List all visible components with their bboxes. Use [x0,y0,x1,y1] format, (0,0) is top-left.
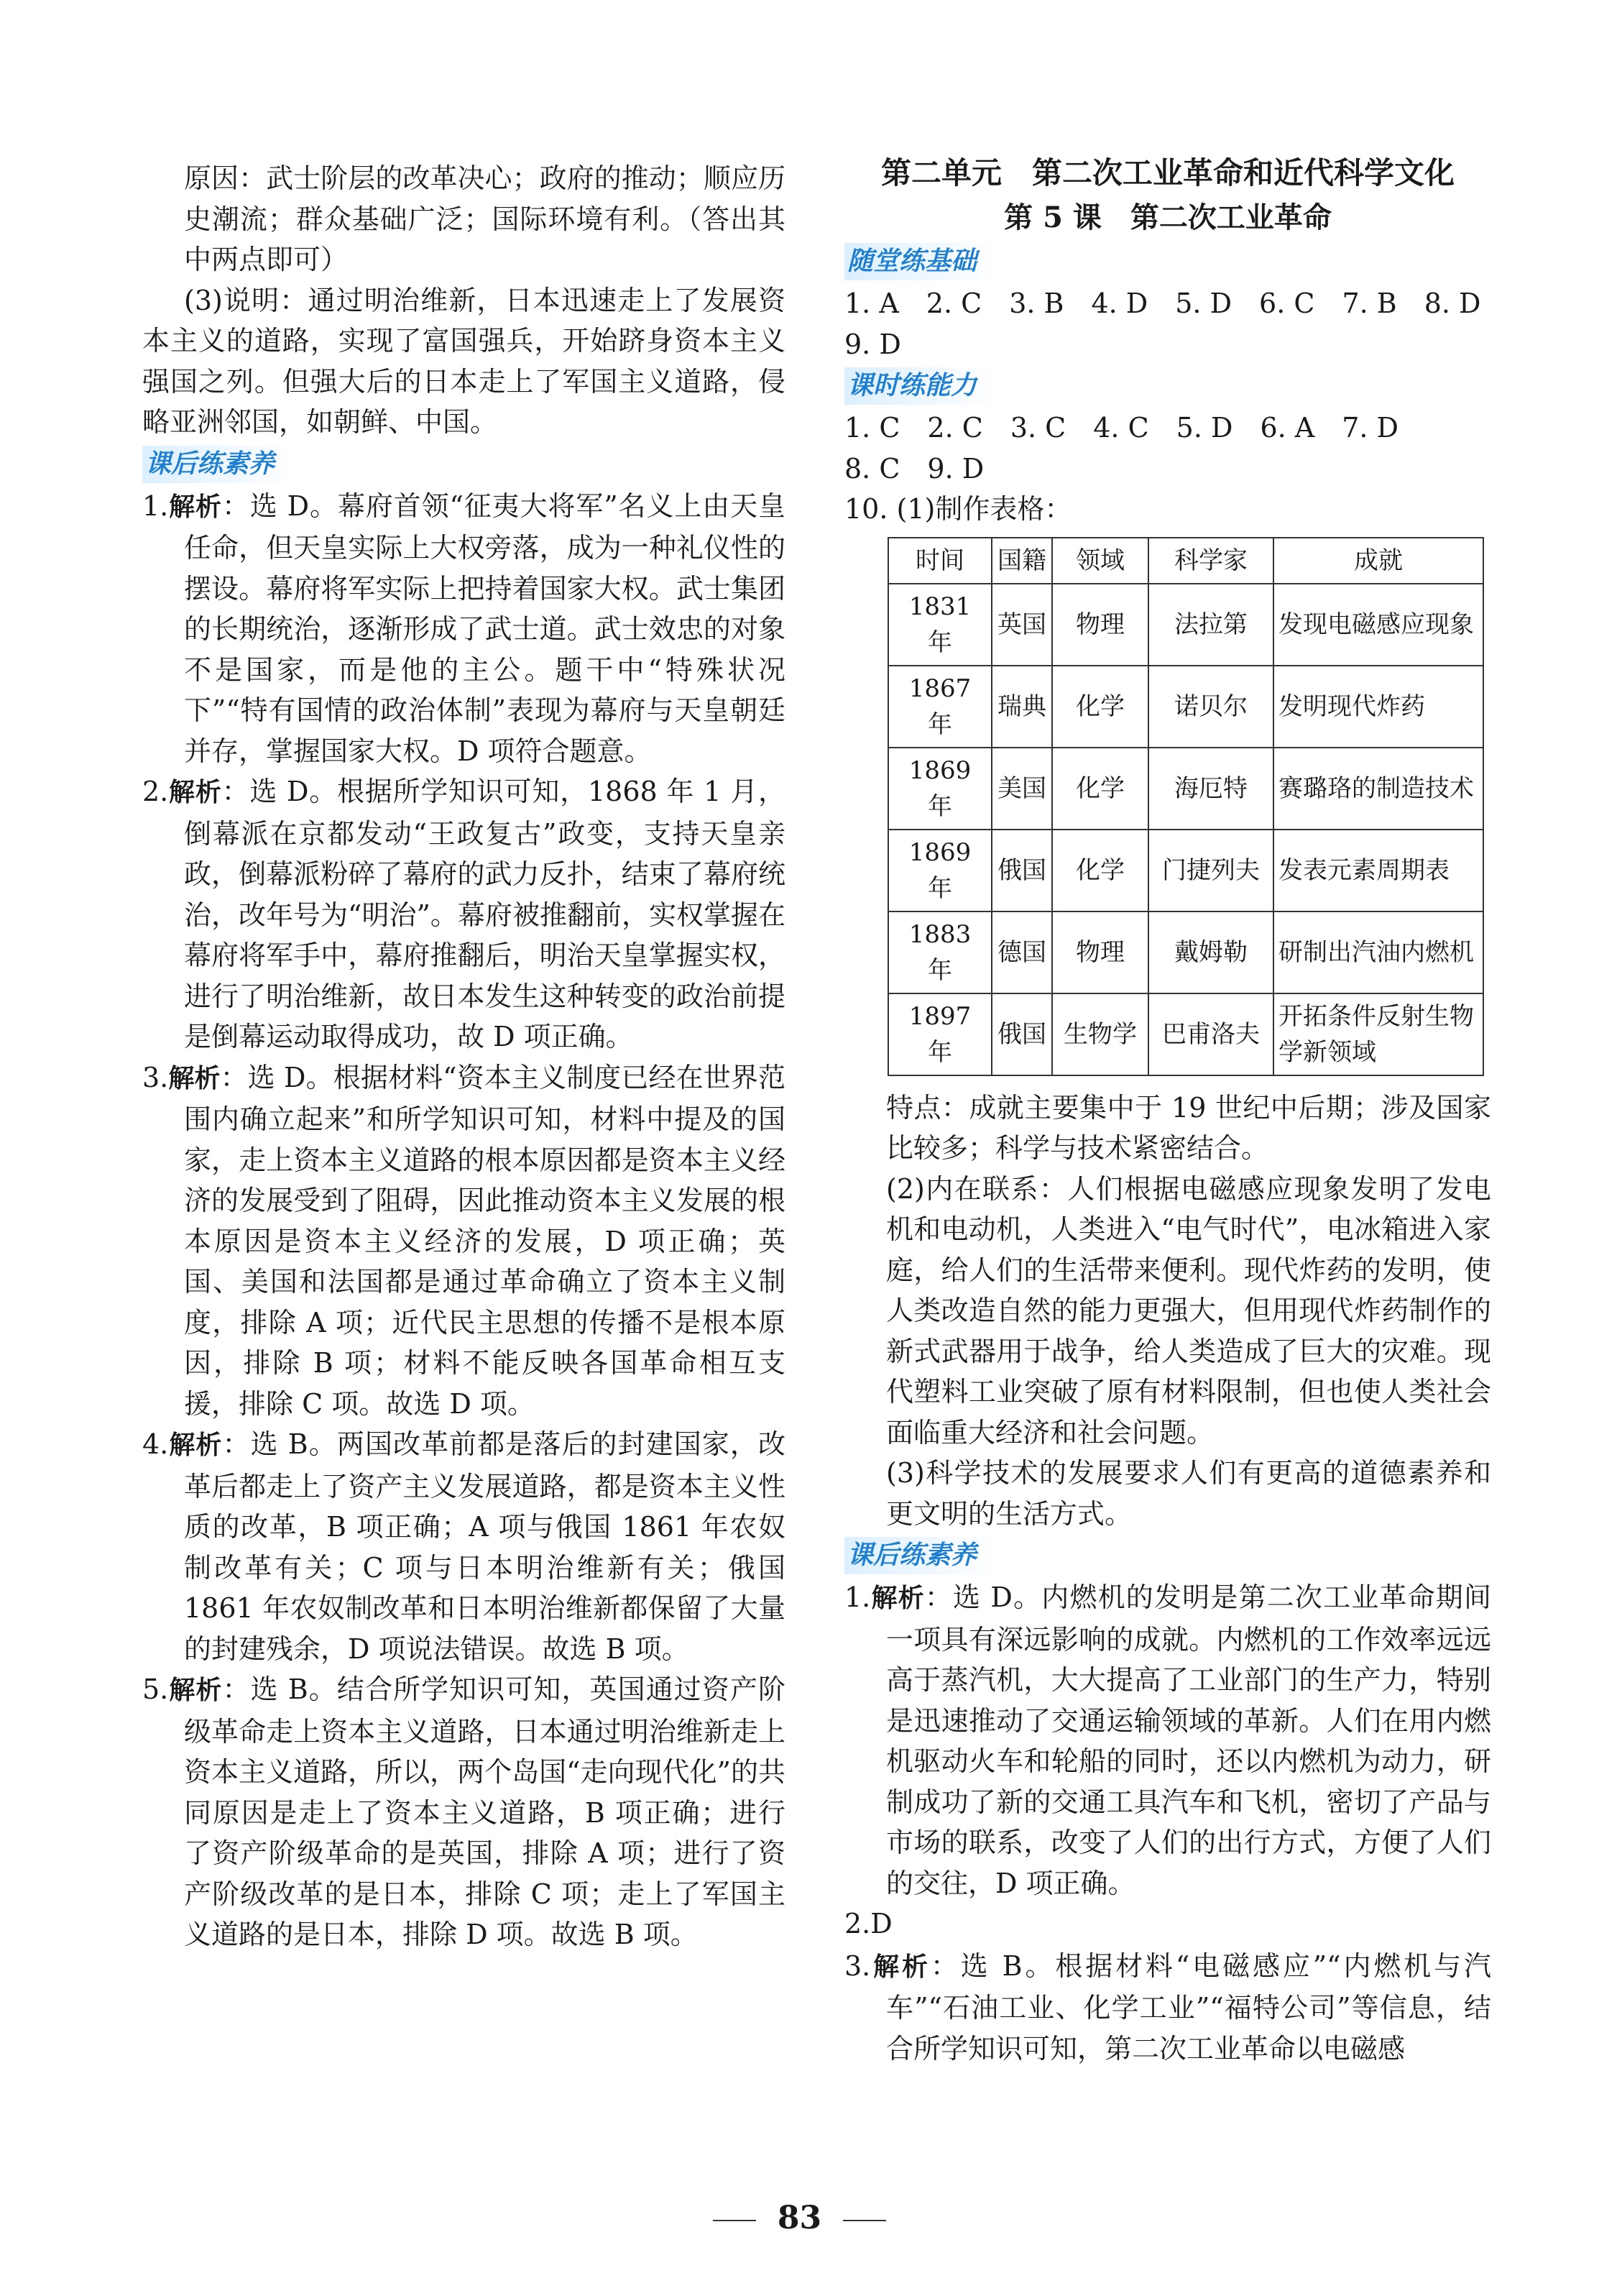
table-cell: 1869 年 [888,748,992,830]
table-row [888,666,1483,748]
section-title: 课时练能力 [844,367,998,405]
section-title: 课后练素养 [142,446,296,483]
table-cell: 发表元素周期表 [1273,830,1483,911]
footer-rule [843,2220,886,2221]
table-header: 时间 [888,538,992,584]
footer-rule [713,2220,756,2221]
table-row [888,584,1483,666]
lesson-title: 第 5 课 第二次工业革命 [1004,201,1332,234]
page-number: 83 [777,2200,822,2236]
section-title: 随堂练基础 [844,243,998,280]
table-cell: 海厄特 [1148,748,1273,830]
table-row [888,911,1483,993]
right-column [844,155,1491,2069]
feature-text: 特点：成就主要集中于 19 世纪中后期；涉及国家比较多；科学与技术紧密结合。 [886,1091,1491,1164]
table-cell: 诺贝尔 [1148,666,1273,748]
answer-line: 1. C 2. C 3. C 4. C 5. D 6. A 7. D [844,412,1399,444]
answer-item: 3.解析：选 B。根据材料“电磁感应”“内燃机与汽车”“石油工业、化学工业”“福特公司”等信息，结合所学知识可知，第二次工业革命以电磁感 [844,1950,1491,2065]
table-header: 国籍 [992,538,1052,584]
section-title: 课后练素养 [844,1537,998,1574]
answer-line: 8. C 9. D [844,452,985,485]
table-cell: 1867 年 [888,666,992,748]
table-cell: 1869 年 [888,830,992,911]
table-row [888,993,1483,1075]
table-cell: 瑞典 [992,666,1052,748]
table-header: 领域 [1052,538,1148,584]
table-cell: 开拓条件反射生物学新领域 [1273,993,1483,1075]
table-cell: 物理 [1052,584,1148,666]
continuation-text: (3)说明：通过明治维新，日本迅速走上了发展资本主义的道路，实现了富国强兵，开始跻身资本主义强国之列。但强大后的日本走上了军国主义道路，侵略亚洲邻国，如朝鲜、中国。 [142,284,785,438]
table-cell: 美国 [992,748,1052,830]
answer-item: 2.D [844,1908,893,1939]
scientists-table [888,537,1484,1076]
table-cell: 俄国 [992,993,1052,1075]
answer-item: 5.解析：选 B。结合所学知识可知，英国通过资产阶级革命走上资本主义道路，日本通过明治维新走上资本主义道路，所以，两个岛国“走向现代化”的共同原因是走上了资本主义道路，B 项正确；进行了资产阶级革命的是英国，排除 A 项；进行了资产阶级改革的是日本，排除 C 项；走上了军国主义道路的是日本，排除 D 项。故选 B 项。 [142,1673,785,1950]
table-cell: 赛璐珞的制造技术 [1273,748,1483,830]
answer-item: 1.解析：选 D。内燃机的发明是第二次工业革命期间一项具有深远影响的成就。内燃机的工作效率远远高于蒸汽机，大大提高了工业部门的生产力，特别是迅速推动了交通运输领域的革新。人们在用内燃机驱动火车和轮船的同时，还以内燃机为动力，研制成功了新的交通工具汽车和飞机，密切了产品与市场的联系，改变了人们的出行方式，方便了人们的交往，D 项正确。 [844,1581,1491,1899]
answer-item: 2.解析：选 D。根据所学知识可知，1868 年 1 月，倒幕派在京都发动“王政复古”政变，支持天皇亲政，倒幕派粉碎了幕府的武力反扑，结束了幕府统治，改年号为“明治”。幕府被推翻前，实权掌握在幕府将军手中，幕府推翻后，明治天皇掌握实权，进行了明治维新，故日本发生这种转变的政治前提是倒幕运动取得成功，故 D 项正确。 [142,776,785,1052]
answer-item: 4.解析：选 B。两国改革前都是落后的封建国家，改革后都走上了资产主义发展道路，都是资本主义性质的改革，B 项正确；A 项与俄国 1861 年农奴制改革有关；C 项与日本明治维新有关；俄国 1861 年农奴制改革和日本明治维新都保留了大量的封建残余，D 项说法错误。故选 B 项。 [142,1428,785,1665]
table-cell: 法拉第 [1148,584,1273,666]
table-row [888,830,1483,911]
page-footer [0,2200,1599,2236]
table-cell: 生物学 [1052,993,1148,1075]
unit-title: 第二单元 第二次工业革命和近代科学文化 [880,155,1455,190]
table-cell: 德国 [992,911,1052,993]
table-cell: 化学 [1052,666,1148,748]
answer-line: 1. A 2. C 3. B 4. D 5. D 6. C 7. B 8. D [844,288,1481,319]
table-cell: 发现电磁感应现象 [1273,584,1483,666]
table-header: 成就 [1273,538,1483,584]
answer-item: 1.解析：选 D。幕府首领“征夷大将军”名义上由天皇任命，但天皇实际上大权旁落，成为一种礼仪性的摆设。幕府将军实际上把持着国家大权。武士集团的长期统治，逐渐形成了武士道。武士效忠的对象不是国家，而是他的主公。题干中“特殊状况下”“特有国情的政治体制”表现为幕府与天皇朝廷并存，掌握国家大权。D 项符合题意。 [142,490,785,767]
table-cell: 化学 [1052,830,1148,911]
table-cell: 巴甫洛夫 [1148,993,1273,1075]
table-row [888,748,1483,830]
answer-item: 3.解析：选 D。根据材料“资本主义制度已经在世界范围内确立起来”和所学知识可知，材料中提及的国家，走上资本主义道路的根本原因都是资本主义经济的发展受到了阻碍，因此推动资本主义发展的根本原因是资本主义经济的发展，D 项正确；英国、美国和法国都是通过革命确立了资本主义制度，排除 A 项；近代民主思想的传播不是根本原因，排除 B 项；材料不能反映各国革命相互支援，排除 C 项。故选 D 项。 [142,1061,785,1420]
table-cell: 英国 [992,584,1052,666]
table-cell: 化学 [1052,748,1148,830]
table-cell: 俄国 [992,830,1052,911]
left-column [142,158,785,1955]
table-cell: 物理 [1052,911,1148,993]
question-10-intro: 10. (1)制作表格： [844,493,1072,525]
table-header: 科学家 [1148,538,1273,584]
continuation-text: 原因：武士阶层的改革决心；政府的推动；顺应历史潮流；群众基础广泛；国际环境有利。（答出其中两点即可） [184,162,785,275]
table-cell: 1897 年 [888,993,992,1075]
table-cell: 1831 年 [888,584,992,666]
table-cell: 研制出汽油内燃机 [1273,911,1483,993]
answer-line: 9. D [844,328,901,360]
table-cell: 门捷列夫 [1148,830,1273,911]
table-cell: 1883 年 [888,911,992,993]
table-cell: 发明现代炸药 [1273,666,1483,748]
morality-text: (3)科学技术的发展要求人们有更高的道德素养和更文明的生活方式。 [886,1457,1491,1530]
table-header-row [888,538,1483,584]
table-cell: 戴姆勒 [1148,911,1273,993]
relation-text: (2)内在联系：人们根据电磁感应现象发明了发电机和电动机，人类进入“电气时代”，电冰箱进入家庭，给人们的生活带来便利。现代炸药的发明，使人类改造自然的能力更强大，但用现代炸药制作的新式武器用于战争，给人类造成了巨大的灾难。现代塑料工业突破了原有材料限制，但也使人类社会面临重大经济和社会问题。 [886,1172,1491,1448]
